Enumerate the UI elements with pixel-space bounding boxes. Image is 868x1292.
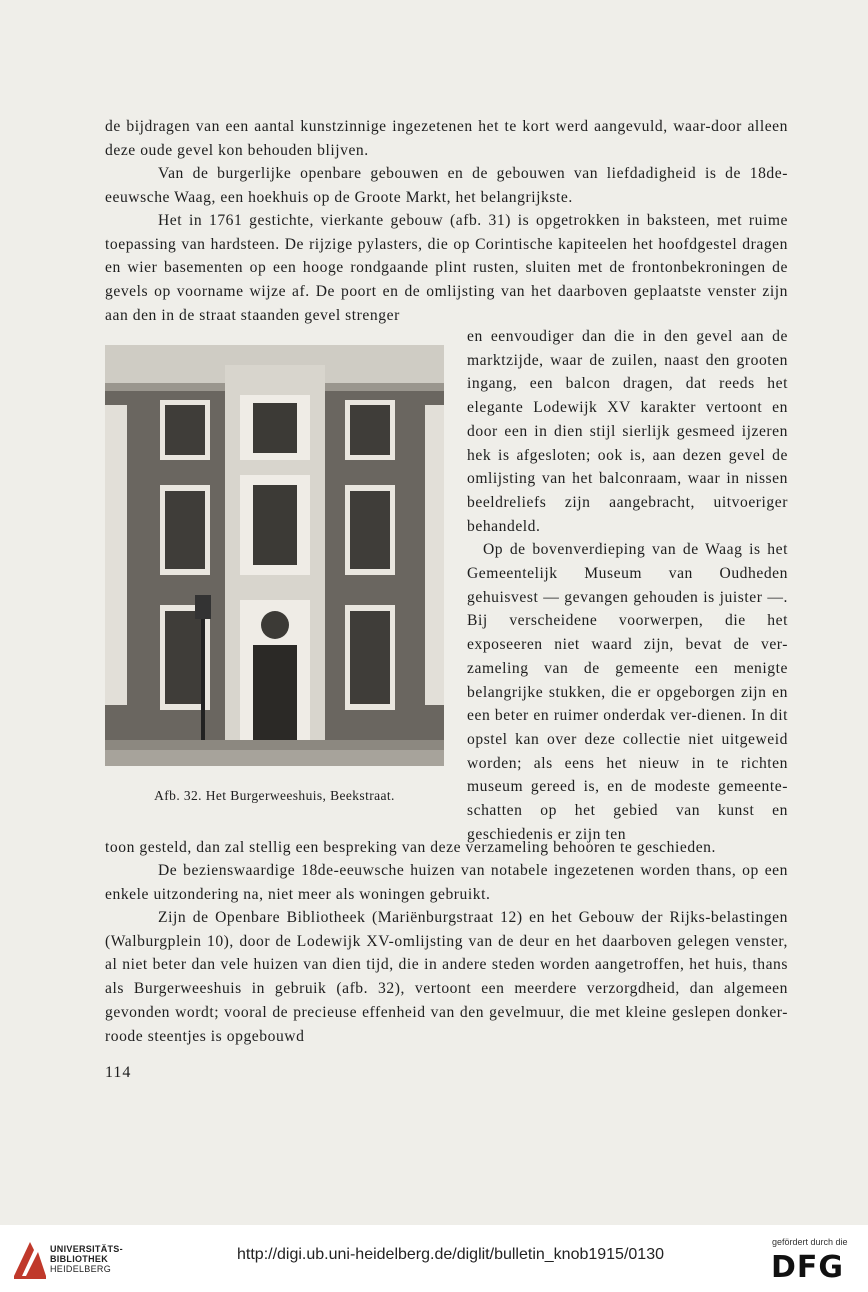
sponsor-text: gefördert durch die: [772, 1237, 848, 1247]
paragraph-7: De bezienswaardige 18de-eeuwsche huizen van notabele ingezetenen worden thans, op een enkele uitzondering na, niet meer als woningen gebruikt.: [105, 862, 788, 903]
dfg-logo: DFG: [771, 1250, 845, 1285]
source-url-link[interactable]: http://digi.ub.uni-heidelberg.de/diglit/bulletin_knob1915/0130: [237, 1246, 664, 1263]
photo-burgerweeshuis: [105, 345, 444, 766]
paragraph-4: en eenvoudiger dan die in den gevel aan de marktzijde, waar de zuilen, naast den grooten ingang, een balcon dragen, dat reeds het elegante Lodewijk XV karakter vertoont en door een in dien stijl sierlijk gesmeed ijzeren hek is afgesloten; ook is, aan dezen gevel de omlijsting van het balconraam, waar in nissen beeldreliefs zijn aangebracht, uitvoeriger behandeld.: [467, 328, 788, 535]
facade-illustration: [105, 345, 444, 766]
page-number: 114: [105, 1064, 132, 1081]
paragraph-8: Zijn de Openbare Bibliotheek (Mariënburgstraat 12) en het Gebouw der Rijks-belastingen (Walburgplein 10), door de Lodewijk XV-omlijsting van de deur en het daarboven gelegen venster, al niet beter dan vele huizen van dien tijd, die in andere steden worden aangetroffen, het huis, thans als Burgerweeshuis in gebruik (afb. 32), vertoont een meerdere verzorgdheid, dan algemeen gevonden wordt; vooral de precieuse effenheid van den gevelmuur, die met kleine geslepen donker-roode steentjes is opgebouwd: [105, 909, 788, 1045]
right-column: [467, 325, 788, 846]
paragraph-6: toon gesteld, dan zal stellig een bespreking van deze verzameling behooren te geschieden.: [105, 839, 716, 856]
paragraph-3: Het in 1761 gestichte, vierkante gebouw (afb. 31) is opgetrokken in baksteen, met ruime toepassing van hardsteen. De rijzige pylasters, die op Corintische kapiteelen het hoofdgestel dragen en wier basementen op een hooge rondgaande plint rusten, sluiten met de frontonbekroningen de gevels op voorname wijze af. De poort en de omlijsting van het daarboven geplaatste venster zijn aan den in de straat staanden gevel strenger: [105, 212, 788, 324]
university-library-name: UNIVERSITÄTS- BIBLIOTHEK HEIDELBERG: [50, 1244, 123, 1274]
paragraph-5: Op de bovenverdieping van de Waag is het Gemeentelijk Museum van Oudheden gehuisvest — gevangen gehouden is juister —. Bij verscheidene voorwerpen, die het exposeeren niet waard zijn, bevat de ver-zameling van de gemeente een menigte belangrijke stukken, die er opgeborgen zijn en een beter en ruimer onderdak ver-dienen. In dit opstel kan over deze collectie niet uitgeweid worden; als eens het nieuw in te richten museum gereed is, en de modeste gemeente-schatten op het gebied van kunst en geschiedenis er zijn ten: [467, 541, 788, 843]
university-library-logo-icon: [10, 1236, 50, 1282]
paragraph-1: de bijdragen van een aantal kunstzinnige ingezetenen het te kort werd aangevuld, waar-door alleen deze oude gevel kon behouden blijven.: [105, 118, 788, 159]
paragraph-2: Van de burgerlijke openbare gebouwen en de gebouwen van liefdadigheid is de 18de-eeuwsche Waag, een hoekhuis op de Groote Markt, het belangrijkste.: [105, 165, 788, 206]
figure-caption: Afb. 32. Het Burgerweeshuis, Beekstraat.: [154, 788, 395, 803]
